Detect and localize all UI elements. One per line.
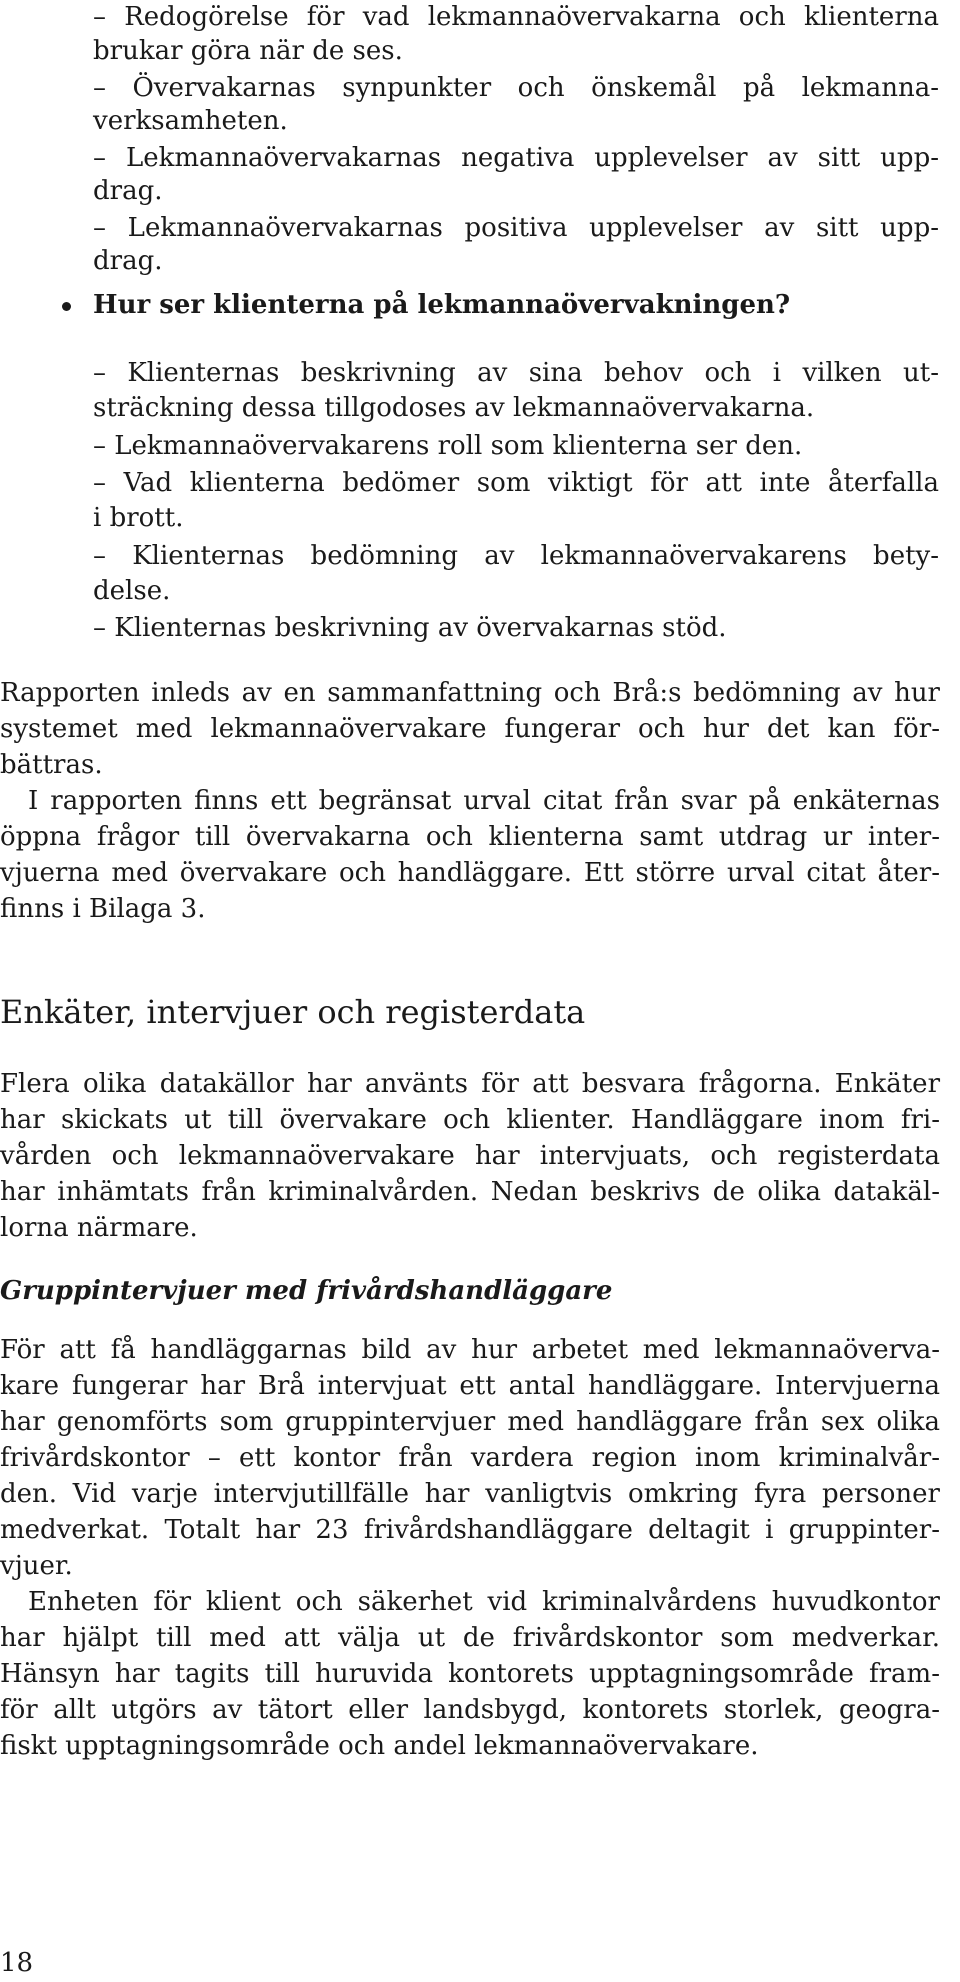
bullet-icon	[62, 302, 71, 311]
paragraph-line: frivårdskontor – ett kontor från vardera region inom kriminalvår-	[0, 1443, 940, 1473]
paragraph-line: vjuerna med övervakare och handläggare. Ett större urval citat åter-	[0, 858, 940, 888]
paragraph-line: öppna frågor till övervakarna och klienterna samt utdrag ur inter-	[0, 822, 940, 852]
paragraph-line: för allt utgörs av tätort eller landsbygd, kontorets storlek, geogra-	[0, 1695, 940, 1725]
paragraph-line: vården och lekmannaövervakare har intervjuats, och registerdata	[0, 1141, 940, 1171]
page-number: 18	[0, 1948, 34, 1978]
list-item-line: – Klienternas beskrivning av sina behov och i vilken ut-	[93, 358, 939, 388]
paragraph-line: Flera olika datakällor har använts för att besvara frågorna. Enkäter	[0, 1069, 940, 1099]
list-item-line: – Lekmannaövervakarnas positiva upplevelser av sitt upp-	[93, 213, 939, 243]
paragraph-line: lorna närmare.	[0, 1213, 198, 1243]
paragraph-line: Rapporten inleds av en sammanfattning och Brå:s bedömning av hur	[0, 678, 940, 708]
paragraph-line: vjuer.	[0, 1551, 73, 1581]
subheading: Gruppintervjuer med frivårdshandläggare	[0, 1276, 613, 1306]
paragraph-line: fiskt upptagningsområde och andel lekmannaövervakare.	[0, 1731, 759, 1761]
list-item-line: – Klienternas beskrivning av övervakarnas stöd.	[93, 613, 727, 643]
list-item-line: – Lekmannaövervakarens roll som klienterna ser den.	[93, 431, 803, 461]
paragraph-line: finns i Bilaga 3.	[0, 894, 206, 924]
list-item-line: sträckning dessa tillgodoses av lekmannaövervakarna.	[93, 393, 815, 423]
list-item-line: – Övervakarnas synpunkter och önskemål på lekmanna-	[93, 73, 939, 103]
list-item-line: verksamheten.	[93, 106, 288, 136]
section-question: Hur ser klienterna på lekmannaövervakningen?	[93, 290, 791, 320]
list-item-line: – Klienternas bedömning av lekmannaövervakarens bety-	[93, 541, 939, 571]
list-item-line: brukar göra när de ses.	[93, 36, 403, 66]
list-item-line: – Lekmannaövervakarnas negativa upplevelser av sitt upp-	[93, 143, 939, 173]
list-item-line: – Vad klienterna bedömer som viktigt för att inte återfalla	[93, 468, 939, 498]
paragraph-line: den. Vid varje intervjutillfälle har vanligtvis omkring fyra personer	[0, 1479, 940, 1509]
list-item-line: drag.	[93, 246, 163, 276]
paragraph-line: För att få handläggarnas bild av hur arbetet med lekmannaöverva-	[0, 1335, 940, 1365]
paragraph-line: medverkat. Totalt har 23 frivårdshandläggare deltagit i gruppinter-	[0, 1515, 940, 1545]
paragraph-line: Enheten för klient och säkerhet vid kriminalvårdens huvudkontor	[28, 1587, 940, 1617]
list-item-line: i brott.	[93, 503, 184, 533]
paragraph-line: har skickats ut till övervakare och klienter. Handläggare inom fri-	[0, 1105, 940, 1135]
paragraph-line: I rapporten finns ett begränsat urval citat från svar på enkäternas	[28, 786, 940, 816]
list-item-line: delse.	[93, 576, 171, 606]
section-heading: Enkäter, intervjuer och registerdata	[0, 993, 586, 1031]
paragraph-line: Hänsyn har tagits till huruvida kontorets upptagningsområde fram-	[0, 1659, 940, 1689]
paragraph-line: har inhämtats från kriminalvården. Nedan beskrivs de olika datakäl-	[0, 1177, 940, 1207]
paragraph-line: har hjälpt till med att välja ut de frivårdskontor som medverkar.	[0, 1623, 940, 1653]
paragraph-line: har genomförts som gruppintervjuer med handläggare från sex olika	[0, 1407, 940, 1437]
paragraph-line: kare fungerar har Brå intervjuat ett antal handläggare. Intervjuerna	[0, 1371, 940, 1401]
paragraph-line: bättras.	[0, 750, 103, 780]
list-item-line: – Redogörelse för vad lekmannaövervakarna och klienterna	[93, 2, 939, 32]
list-item-line: drag.	[93, 176, 163, 206]
paragraph-line: systemet med lekmannaövervakare fungerar och hur det kan för-	[0, 714, 940, 744]
